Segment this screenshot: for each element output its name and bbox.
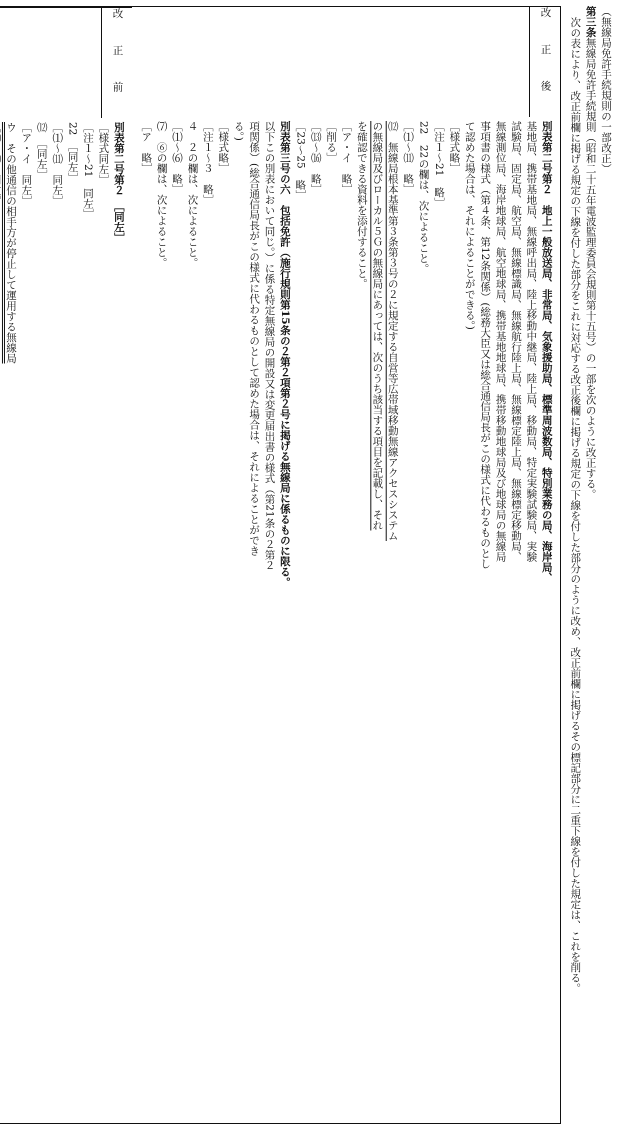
before-heading-cell — [101, 8, 132, 118]
after-line: 無線測位局、海岸地球局、航空地球局、携帯基地地球局、携帯移動地球局及び地球局の無線局 — [494, 121, 507, 563]
before-line: ［様式同左］ — [97, 122, 110, 186]
before-section — [0, 7, 132, 1124]
after-line: る。) — [232, 121, 245, 142]
after-line: ⑿ 無線局根本基準第３条第３号の２に規定する自営等広帯域移動無線アクセスシステム — [386, 121, 399, 542]
after-line: を確認できる資料を添付すること。 — [355, 121, 368, 290]
amendment-header — [567, 6, 613, 1124]
before-line: ⑿ ［同左］ — [35, 122, 48, 180]
after-line: ［⒀～⒃ 略］ — [309, 121, 322, 195]
article-paragraph — [582, 6, 597, 1124]
after-line: 別表第二号第２ 地上一般放送局、非常局、気象援助局、標準周波数局、特別業務の局、海岸局、 — [540, 121, 553, 584]
after-line: 基地局、携帯基地局、無線呼出局、陸上移動中継局、陸上局、移動局、特定実験試験局、実験 — [525, 121, 538, 563]
law-title: （無線局免許手続規則の一部改正） — [600, 6, 612, 174]
after-line: ［23～25 略］ — [294, 121, 307, 201]
before-line: 別表第二号第２ ［同左］ — [112, 122, 125, 243]
after-heading-cell — [529, 7, 560, 117]
before-heading: 改正前 — [111, 8, 124, 119]
article-label: 第三条 — [584, 6, 597, 38]
after-line: ［削る］ — [325, 121, 338, 164]
after-line: ［ア・イ 略］ — [340, 121, 353, 195]
after-body — [132, 117, 560, 1123]
after-line: 別表第三号の六 包括免許（施行規則第15条の２第２項第２号に掲げる無線局に係るものに限る。 — [278, 121, 291, 588]
after-line: て認めた場合は、それによることができる。) — [463, 121, 476, 331]
after-line: ［様式略］ — [448, 121, 461, 174]
after-line: ［注１～３ 略］ — [201, 121, 214, 206]
after-line: ［⑴～⑾ 略］ — [402, 121, 415, 195]
after-line: 試験局、固定局、航空局、無線標識局、無線航行陸上局、無線標定陸上局、無線標定移動局、 — [509, 121, 522, 563]
before-line: ［⑴～⑾ 同左］ — [51, 122, 64, 207]
after-section — [132, 7, 560, 1123]
after-line: 項関係）(総合通信局長がこの様式に代わるものとして認めた場合は、それによることができ — [248, 121, 261, 556]
after-line: ⑺ ⑥の欄は、次によること。 — [155, 121, 168, 269]
comparison-table — [0, 6, 561, 1124]
before-line: ［ア・イ 同左］ — [20, 122, 33, 207]
before-body — [0, 118, 132, 1124]
after-line: ［様式略］ — [217, 121, 230, 174]
after-line: ４ ２の欄は、次によること。 — [186, 121, 199, 269]
after-line: ［⑴～⑹ 略］ — [171, 121, 184, 195]
before-line: ［注１～21 同左］ — [82, 122, 94, 220]
before-line: ウ その他通信の相手方が停止して運用する無線局 — [4, 122, 17, 364]
after-line: ［ア 略］ — [140, 121, 153, 174]
after-line: の無線局及びローカル５Ｇの無線局にあっては、次のうち該当する項目を記載し、それ — [371, 121, 384, 531]
before-line: 22 ［同左］ — [66, 122, 79, 183]
after-heading: 改正後 — [539, 7, 552, 118]
comparison-columns — [0, 7, 560, 1123]
article-text: 無線局免許手続規則（昭和二十五年電波監理委員会規則第十五号）の一部を次のように改正する。 — [584, 37, 597, 500]
after-line: ［注１～21 略］ — [432, 121, 445, 209]
lead-text: 次の表により、改正前欄に掲げる規定の下線を付した部分をこれに対応する改正後欄に掲げる規定の下線を付した部分のように改め、改正前欄に掲げるその標記部分に二重下線を付した規定は、これを削る。 — [569, 16, 582, 993]
after-line: 事項書の様式（第４条、第12条関係）(総務大臣又は総合通信局長がこの様式に代わるものとし — [479, 121, 492, 570]
after-line: 22 22の欄は、次によること。 — [417, 121, 430, 274]
after-line: 以下この別表において同じ。）に係る特定無線局の開設又は変更届出書の様式（第21条の２第２ — [263, 121, 276, 571]
